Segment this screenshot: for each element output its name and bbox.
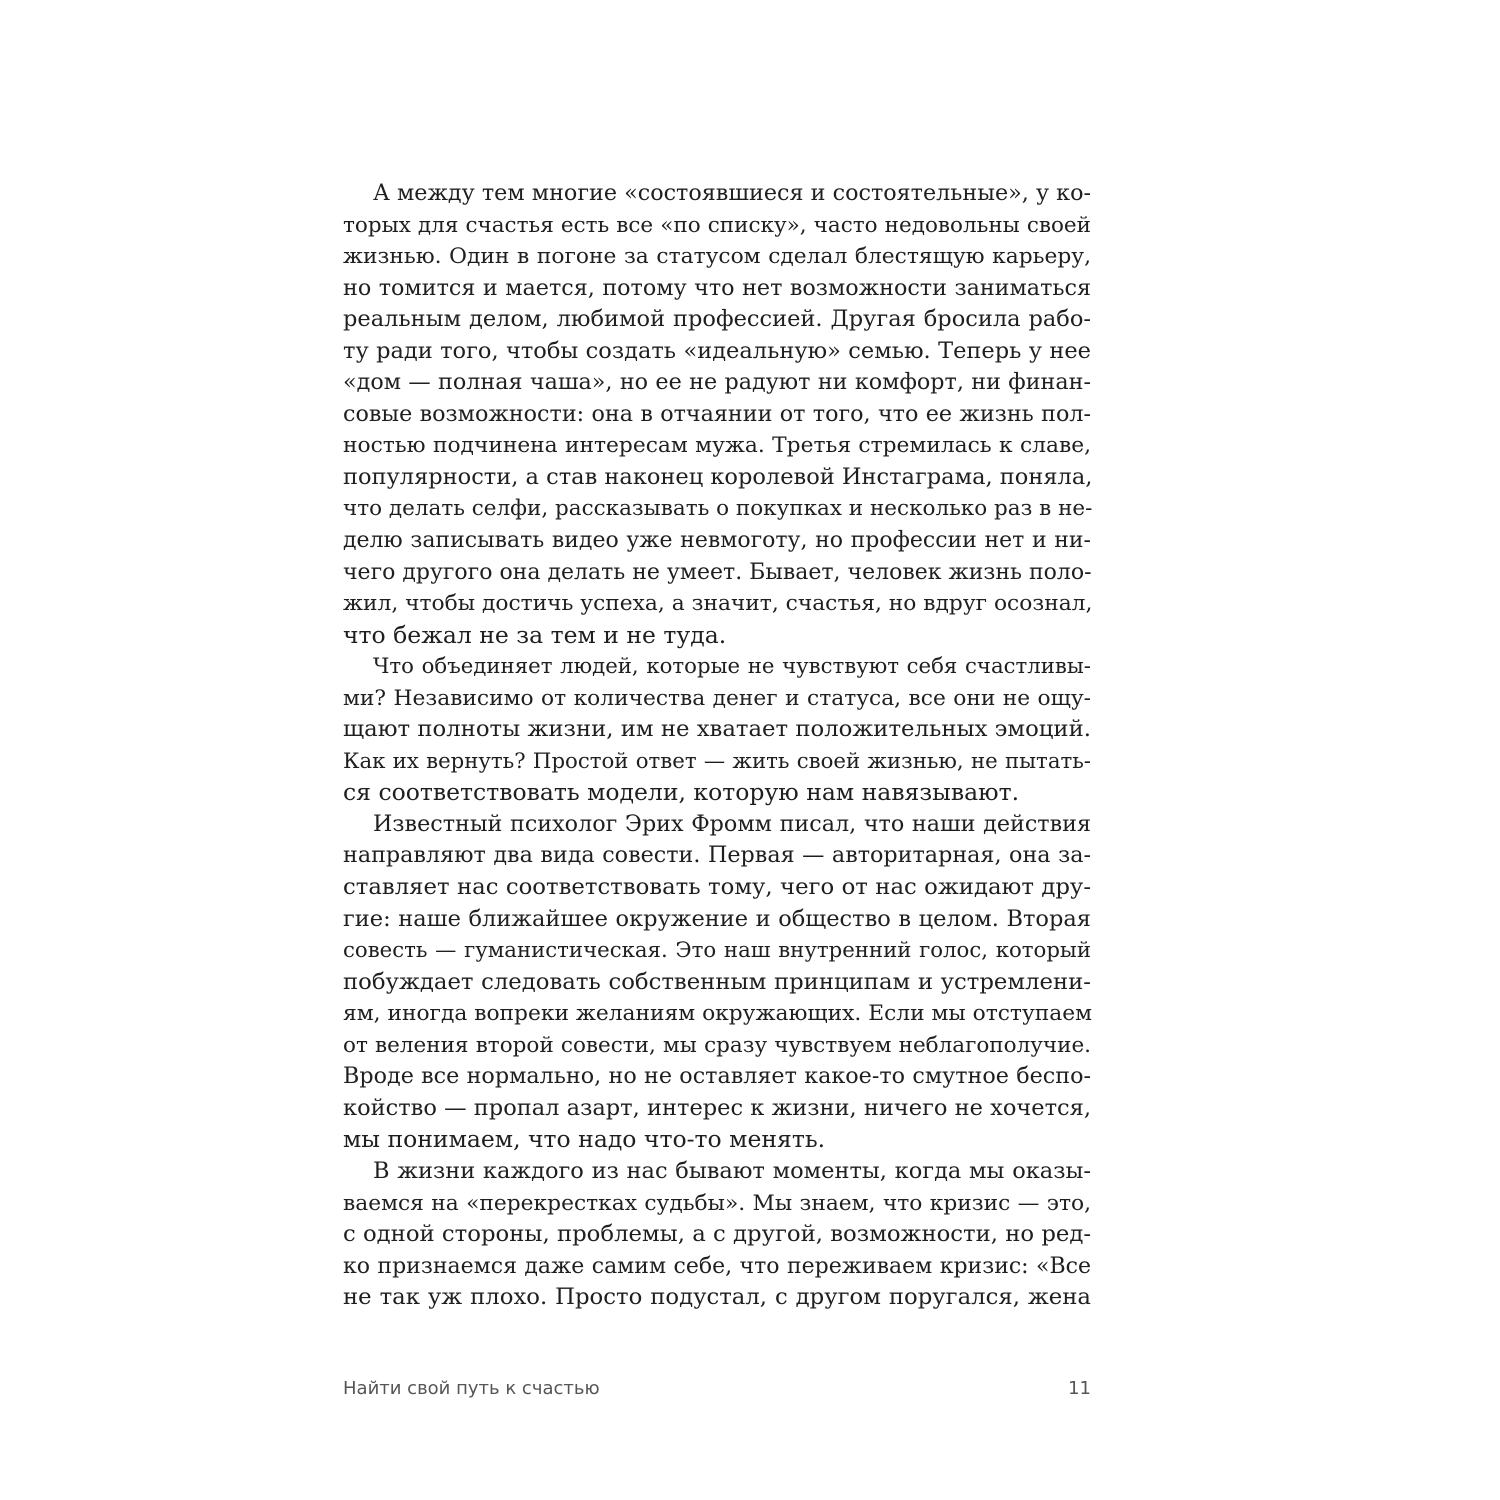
text-line: «дом — полная чаша», но ее не радуют ни комфорт, ни финан- [343, 369, 1091, 396]
text-line: ям, иногда вопреки желаниям окружающих. Если мы отступаем [343, 1001, 1093, 1027]
paragraph [343, 651, 1091, 809]
text-line: Вроде все нормально, но не оставляет какое-то смутное беспо- [343, 1063, 1091, 1090]
text-line: от веления второй совести, мы сразу чувствуем неблагополучие. [343, 1032, 1091, 1058]
text-line: Известный психолог Эрих Фромм писал, что наши действия [373, 810, 1091, 837]
text-line: торых для счастья есть все «по списку», часто недовольны своей [343, 212, 1091, 238]
text-line: ваемся на «перекрестках судьбы». Мы знаем, что кризис — это, [343, 1190, 1091, 1216]
book-page-body [343, 178, 1091, 1314]
text-line: А между тем многие «состоявшиеся и состоятельные», у ко- [373, 180, 1091, 206]
page-number: 11 [1068, 1378, 1091, 1399]
paragraph [343, 178, 1091, 651]
text-line: но томится и мается, потому что нет возможности заниматься [343, 274, 1091, 301]
text-line: щают полноты жизни, им не хватает положительных эмоций. [343, 716, 1091, 743]
paragraph [343, 809, 1091, 1156]
text-line: чего другого она делать не умеет. Бывает, человек жизнь поло- [343, 559, 1092, 585]
text-line: совые возможности: она в отчаянии от того, что ее жизнь пол- [343, 400, 1091, 427]
text-line: не так уж плохо. Просто подустал, с другом поругался, жена [343, 1284, 1091, 1311]
text-line: ко признаемся даже самим себе, что переживаем кризис: «Все [343, 1253, 1091, 1279]
text-line: ставляет нас соответствовать тому, чего от нас ожидают дру- [343, 874, 1091, 901]
text-line: Что объединяет людей, которые не чувствуют себя счастливы- [373, 654, 1091, 680]
text-line: делю записывать видео уже невмоготу, но профессии нет и ни- [343, 528, 1091, 554]
text-line: реальным делом, любимой профессией. Другая бросила рабо- [343, 306, 1091, 333]
text-line: ту ради того, чтобы создать «идеальную» семью. Теперь у нее [343, 337, 1091, 364]
text-line: В жизни каждого из нас бывают моменты, когда мы оказы- [373, 1157, 1091, 1184]
text-line: совесть — гуманистическая. Это наш внутренний голос, который [343, 938, 1091, 964]
text-line: ми? Независимо от количества денег и статуса, все они не ощу- [343, 685, 1091, 711]
text-line: популярности, а став наконец королевой Инстаграма, поняла, [343, 463, 1093, 490]
text-line: что бежал не за тем и не туда. [343, 620, 727, 649]
text-line: ностью подчинена интересам мужа. Третья стремилась к славе, [343, 433, 1091, 459]
text-line: койство — пропал азарт, интерес к жизни, ничего не хочется, [343, 1094, 1091, 1121]
text-line: мы понимаем, что надо что-то менять. [343, 1125, 826, 1154]
text-line: побуждает следовать собственным принципам и устремлени- [343, 968, 1091, 995]
text-line: Как их вернуть? Простой ответ — жить своей жизнью, не пытать- [343, 748, 1091, 774]
text-line: жизнью. Один в погоне за статусом сделал блестящую карьеру, [343, 244, 1091, 270]
text-line: с одной стороны, проблемы, а с другой, возможности, но ред- [343, 1221, 1092, 1248]
page-footer [343, 1378, 1091, 1402]
text-line: что делать селфи, рассказывать о покупках и несколько раз в не- [343, 496, 1093, 522]
text-line: направляют два вида совести. Первая — авторитарная, она за- [343, 842, 1091, 869]
running-head: Найти свой путь к счастью [343, 1378, 600, 1399]
paragraph [343, 1156, 1091, 1314]
text-line: ся соответствовать модели, которую нам навязывают. [343, 778, 1020, 807]
text-line: жил, чтобы достичь успеха, а значит, счастья, но вдруг осознал, [343, 591, 1093, 617]
text-line: гие: наше ближайшее окружение и общество в целом. Вторая [343, 905, 1091, 932]
